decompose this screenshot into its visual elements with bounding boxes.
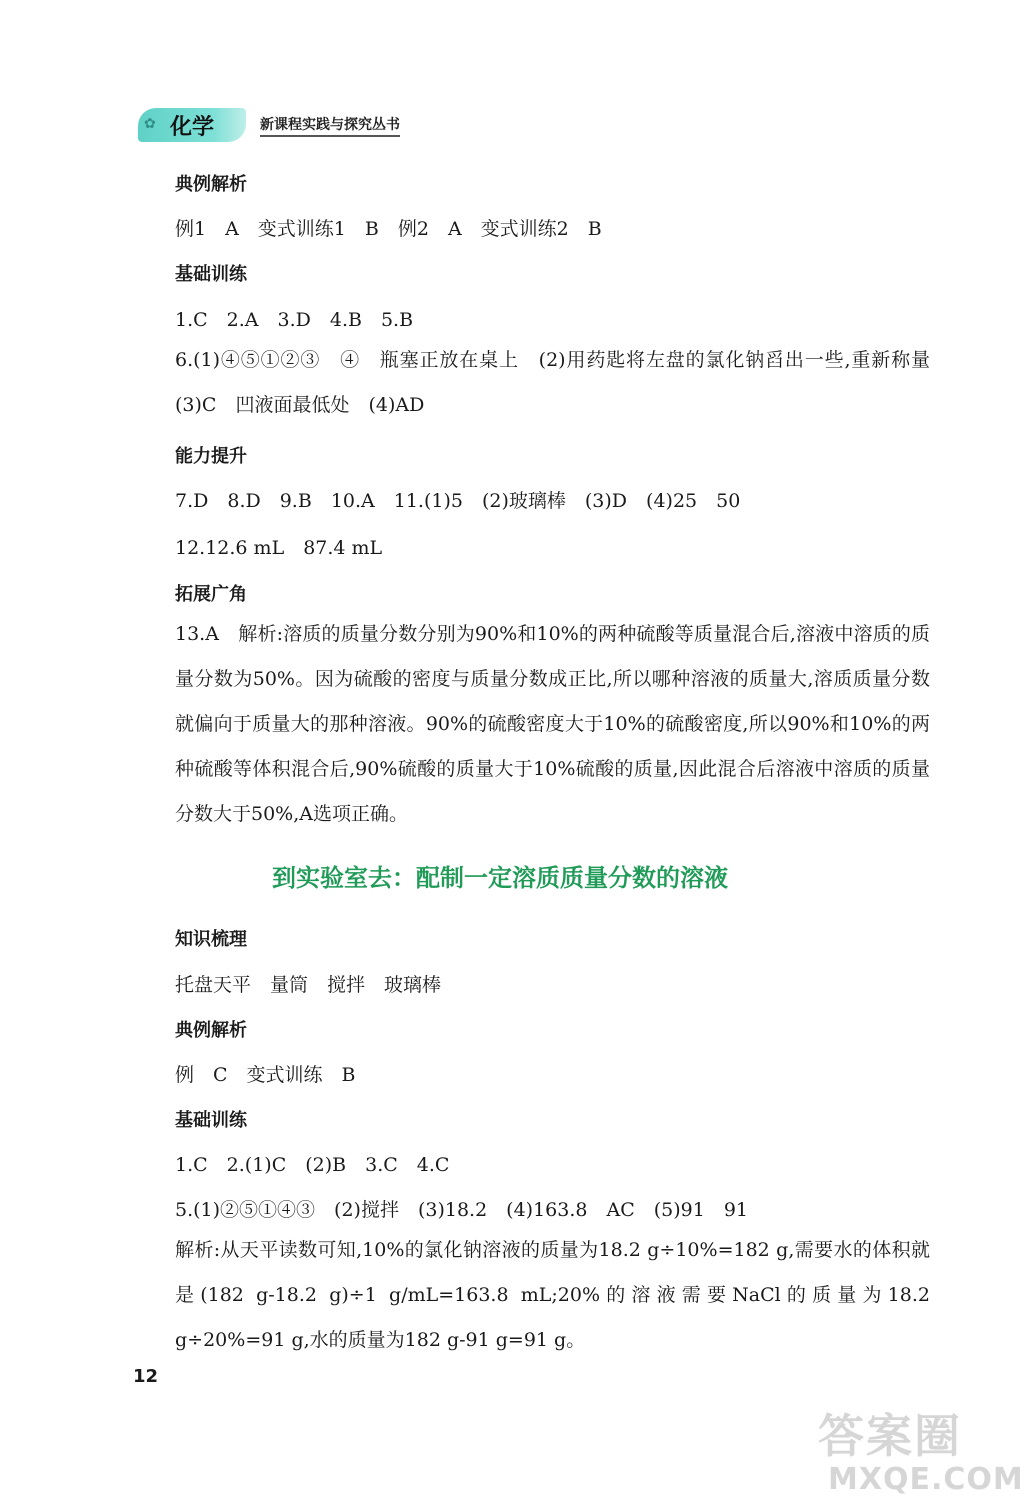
typical-answers-2: 例 C 变式训练 B	[175, 1064, 356, 1086]
page-number: 12	[133, 1366, 159, 1387]
section-title: 到实验室去：配制一定溶质质量分数的溶液	[272, 864, 728, 892]
subject-label: 化学	[170, 114, 215, 140]
page-header	[138, 108, 400, 142]
ability-answers-1: 7.D 8.D 9.B 10.A 11.(1)5 (2)玻璃棒 (3)D (4)25 50	[175, 490, 741, 512]
heading-knowledge: 知识梳理	[175, 929, 247, 950]
analysis-text: 解析:从天平读数可知,10%的氯化钠溶液的质量为18.2 g÷10%=182 g,需要水的体积就是(182 g-18.2 g)÷1 g/mL=163.8 mL;20%的溶液需要NaCl的质量为18.2 g÷20%=91 g,水的质量为182 g-91 g=91 g。	[175, 1239, 930, 1351]
typical-answers: 例1 A 变式训练1 B 例2 A 变式训练2 B	[175, 218, 602, 240]
subject-badge	[138, 108, 246, 142]
knowledge-answers: 托盘天平 量筒 搅拌 玻璃棒	[175, 974, 442, 996]
ability-answers-2: 12.12.6 mL 87.4 mL	[175, 537, 383, 559]
heading-typical-2: 典例解析	[175, 1020, 247, 1041]
basic-answer-6: 6.(1)④⑤①②③ ④ 瓶塞正放在桌上 (2)用药匙将左盘的氯化钠舀出一些,重新称量 (3)C 凹液面最低处 (4)AD	[175, 349, 950, 416]
watermark-title: 答案圈	[818, 1409, 962, 1463]
heading-ability: 能力提升	[175, 446, 247, 467]
series-title: 新课程实践与探究丛书	[260, 114, 400, 137]
basic2-answers-1: 1.C 2.(1)C (2)B 3.C 4.C	[175, 1154, 450, 1176]
watermark-url: MXQE.COM	[828, 1462, 1024, 1497]
basic2-answers-5: 5.(1)②⑤①④③ (2)搅拌 (3)18.2 (4)163.8 AC (5)91 91	[175, 1199, 749, 1221]
extend-answer: 13.A 解析:溶质的质量分数分别为90%和10%的两种硫酸等质量混合后,溶液中溶质的质量分数为50%。因为硫酸的密度与质量分数成正比,所以哪种溶液的质量大,溶质质量分数就偏向于质量大的那种溶液。90%的硫酸密度大于10%的硫酸密度,所以90%和10%的两种硫酸等体积混合后,90%硫酸的质量大于10%硫酸的质量,因此混合后溶液中溶质的质量分数大于50%,A选项正确。	[175, 623, 930, 825]
basic-answers-1: 1.C 2.A 3.D 4.B 5.B	[175, 309, 414, 331]
heading-basic: 基础训练	[175, 264, 247, 285]
leaf-icon: ✿	[144, 116, 156, 132]
watermark-logo	[818, 1400, 1024, 1505]
heading-extend: 拓展广角	[175, 584, 247, 605]
heading-typical: 典例解析	[175, 174, 247, 195]
heading-basic-2: 基础训练	[175, 1110, 247, 1131]
